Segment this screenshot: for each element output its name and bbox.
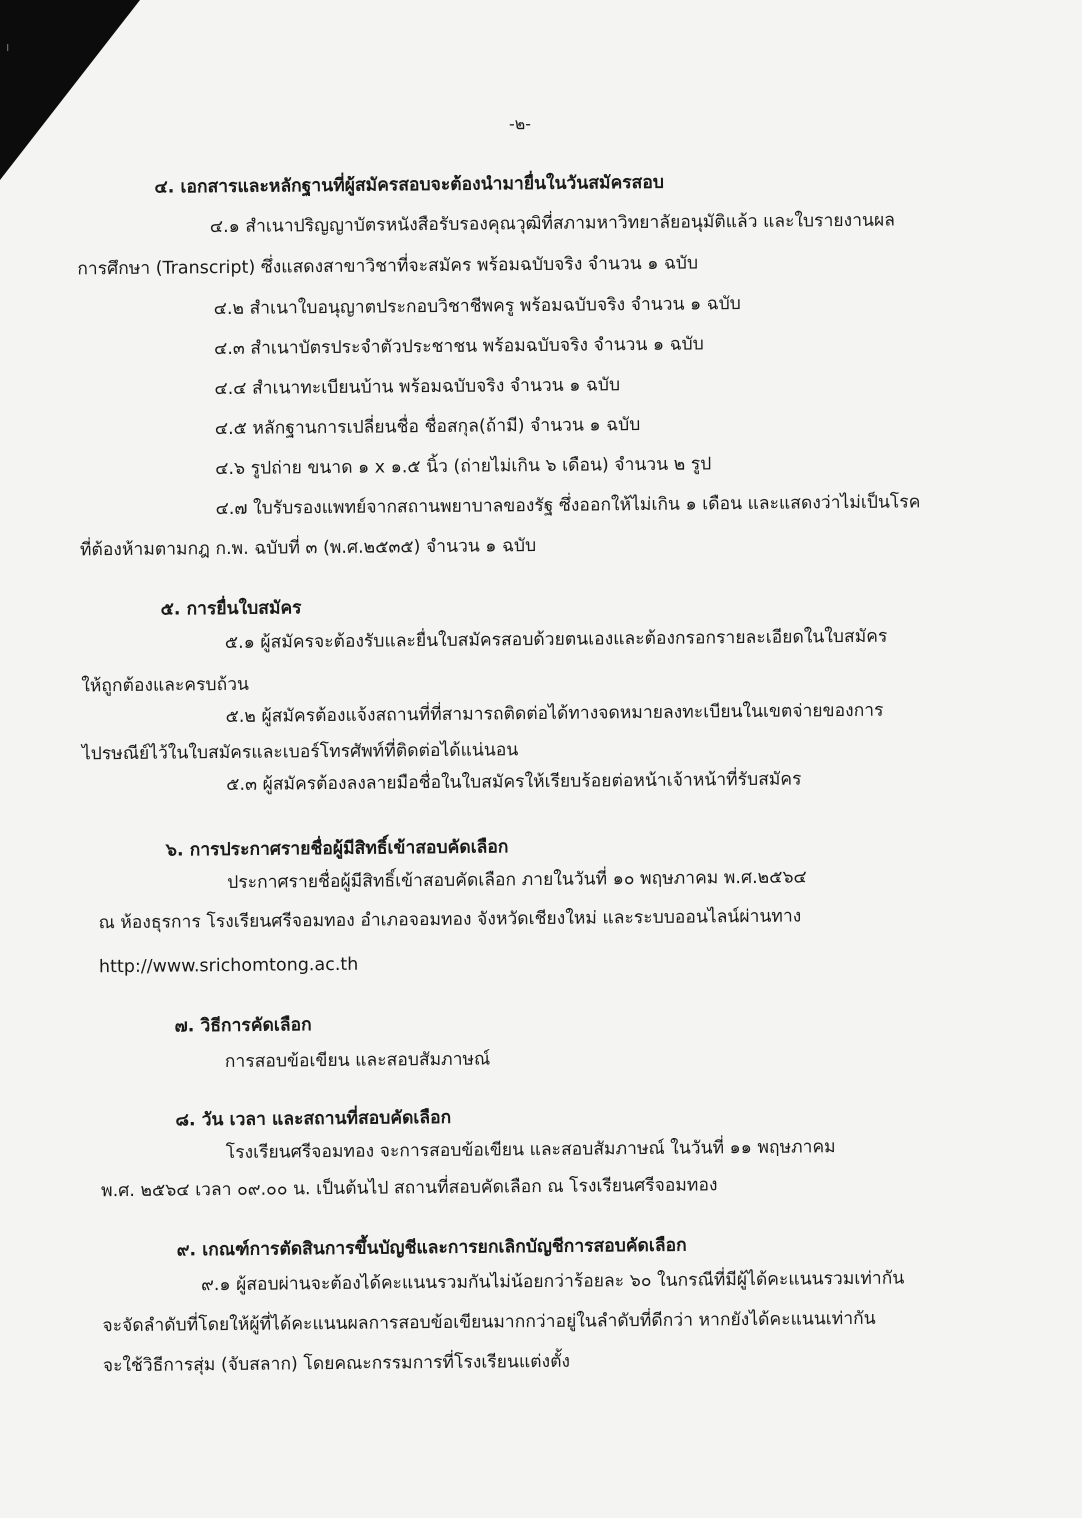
school-website: http://www.srichomtong.ac.th xyxy=(98,954,359,978)
item-5-2-line-2: ไปรษณีย์ไว้ในใบสมัครและเบอร์โทรศัพท์ที่ติดต่อได้แน่นอน xyxy=(81,740,519,765)
section-7-heading: ๗. วิธีการคัดเลือก xyxy=(174,1015,312,1037)
item-9-1-line-3: จะใช้วิธีการสุ่ม (จับสลาก) โดยคณะกรรมการที่โรงเรียนแต่งตั้ง xyxy=(102,1351,571,1377)
item-5-3: ๕.๓ ผู้สมัครต้องลงลายมือชื่อในใบสมัครให้เรียบร้อยต่อหน้าเจ้าหน้าที่รับสมัคร xyxy=(226,769,802,796)
section-8-line-2: พ.ศ. ๒๕๖๔ เวลา ๐๙.๐๐ น. เป็นต้นไป สถานที่สอบคัดเลือก ณ โรงเรียนศรีจอมทอง xyxy=(101,1175,718,1202)
corner-speck: ı xyxy=(6,40,10,54)
item-4-7-line-1: ๔.๗ ใบรับรองแพทย์จากสถานพยาบาลของรัฐ ซึ่งออกให้ไม่เกิน ๑ เดือน และแสดงว่าไม่เป็นโรค xyxy=(215,492,921,520)
section-8-line-1: โรงเรียนศรีจอมทอง จะการสอบข้อเขียน และสอบสัมภาษณ์ ในวันที่ ๑๑ พฤษภาคม xyxy=(225,1137,836,1164)
item-9-1-line-2: จะจัดลำดับที่โดยให้ผู้ที่ได้คะแนนผลการสอบข้อเขียนมากกว่าอยู่ในลำดับที่ดีกว่า หากยังได้คะแนนเท่ากัน xyxy=(102,1308,876,1337)
item-4-3: ๔.๓ สำเนาบัตรประจำตัวประชาชน พร้อมฉบับจริง จำนวน ๑ ฉบับ xyxy=(213,334,704,360)
item-4-1-line-1: ๔.๑ สำเนาปริญญาบัตรหนังสือรับรองคุณวุฒิที่สภามหาวิทยาลัยอนุมัติแล้ว และใบรายงานผล xyxy=(209,210,896,238)
item-5-1-line-1: ๕.๑ ผู้สมัครจะต้องรับและยื่นใบสมัครสอบด้วยตนเองและต้องกรอกรายละเอียดในใบสมัคร xyxy=(224,626,888,654)
item-9-1-line-1: ๙.๑ ผู้สอบผ่านจะต้องได้คะแนนรวมกันไม่น้อยกว่าร้อยละ ๖๐ ในกรณีที่มีผู้ได้คะแนนรวมเท่ากัน xyxy=(200,1268,905,1296)
section-5-heading: ๕. การยื่นใบสมัคร xyxy=(160,598,302,620)
item-5-2-line-1: ๕.๒ ผู้สมัครต้องแจ้งสถานที่ที่สามารถติดต่อได้ทางจดหมายลงทะเบียนในเขตจ่ายของการ xyxy=(225,700,884,728)
item-4-6: ๔.๖ รูปถ่าย ขนาด ๑ x ๑.๕ นิ้ว (ถ่ายไม่เกิน ๖ เดือน) จำนวน ๒ รูป xyxy=(215,454,712,480)
item-4-5: ๔.๕ หลักฐานการเปลี่ยนชื่อ ชื่อสกุล(ถ้ามี) จำนวน ๑ ฉบับ xyxy=(214,415,641,440)
item-4-7-line-2: ที่ต้องห้ามตามกฎ ก.พ. ฉบับที่ ๓ (พ.ศ.๒๕๓๕) จำนวน ๑ ฉบับ xyxy=(79,536,537,561)
item-4-2: ๔.๒ สำเนาใบอนุญาตประกอบวิชาชีพครู พร้อมฉบับจริง จำนวน ๑ ฉบับ xyxy=(213,294,741,320)
section-6-heading: ๖. การประกาศรายชื่อผู้มีสิทธิ์เข้าสอบคัดเลือก xyxy=(165,837,509,861)
section-7-text: การสอบข้อเขียน และสอบสัมภาษณ์ xyxy=(224,1049,491,1073)
section-4-heading: ๔. เอกสารและหลักฐานที่ผู้สมัครสอบจะต้องนำมายื่นในวันสมัครสอบ xyxy=(154,172,665,198)
item-4-1-line-2: การศึกษา (Transcript) ซึ่งแสดงสาขาวิชาที่จะสมัคร พร้อมฉบับจริง จำนวน ๑ ฉบับ xyxy=(77,253,699,280)
section-8-heading: ๘. วัน เวลา และสถานที่สอบคัดเลือก xyxy=(175,1107,452,1131)
page-number: -๒- xyxy=(508,114,532,134)
section-6-line-1: ประกาศรายชื่อผู้มีสิทธิ์เข้าสอบคัดเลือก ภายในวันที่ ๑๐ พฤษภาคม พ.ศ.๒๕๖๔ xyxy=(227,867,807,894)
section-9-heading: ๙. เกณฑ์การตัดสินการขึ้นบัญชีและการยกเลิกบัญชีการสอบคัดเลือก xyxy=(176,1235,687,1261)
section-6-line-2: ณ ห้องธุรการ โรงเรียนศรีจอมทอง อำเภอจอมทอง จังหวัดเชียงใหม่ และระบบออนไลน์ผ่านทาง xyxy=(98,906,802,934)
item-4-4: ๔.๔ สำเนาทะเบียนบ้าน พร้อมฉบับจริง จำนวน ๑ ฉบับ xyxy=(214,375,621,400)
item-5-1-line-2: ให้ถูกต้องและครบถ้วน xyxy=(81,674,250,697)
